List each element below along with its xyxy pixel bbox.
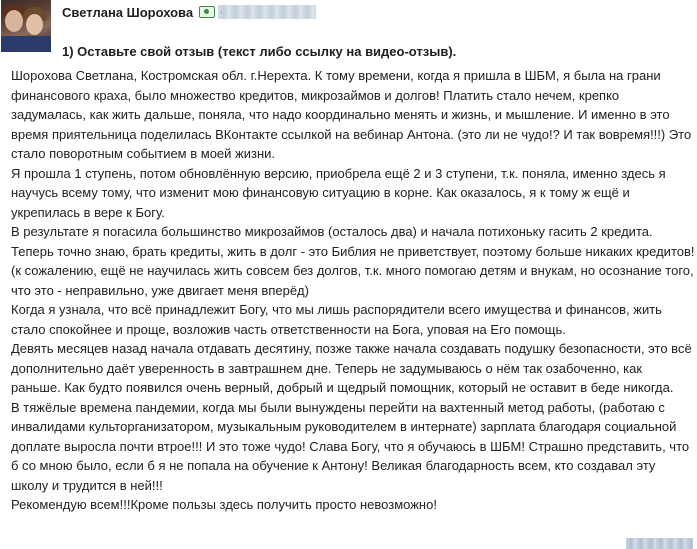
review-paragraph: Когда я узнала, что всё принадлежит Богу, что мы лишь распорядители всего имущества и финансов, жить стало спокойнее и проще, возложив часть ответственности на Бога, уповая на Его помощь. (11, 302, 662, 337)
blurred-redaction (218, 5, 316, 19)
review-paragraph: Шорохова Светлана, Костромская обл. г.Нерехта. К тому времени, когда я пришла в ШБМ, я была на грани финансового краха, было множество кредитов, микрозаймов и долгов! Платить стало нечем, крепко задумалась, как жить дальше, поняла, что надо координально менять и жизнь, и мышление. И именно в это время приятельница поделилась ВКонтакте ссылкой на вебинар Антона. (это ли не чудо!? И так вовремя!!!) Это стало поворотным событием в моей жизни. (11, 68, 692, 161)
avatar-face-left (5, 10, 23, 32)
review-paragraph: Девять месяцев назад начала отдавать десятину, позже также начала создавать подушку безопасности, это всё дополнительно даёт уверенность в завтрашнем дне. Теперь не задумываюсь о нём так озабоченно, как раньше. Как будто появился очень верный, добрый и щедрый помощник, который не оставит в беде никогда. (11, 341, 692, 395)
money-badge-icon (199, 6, 215, 18)
review-paragraph: Я прошла 1 ступень, потом обновлённую версию, приобрела ещё 2 и 3 ступени, т.к. поняла, именно здесь я научусь всему тому, что изменит мою финансовую ситуацию в корне. Как оказалось, я к тому ж ещё и укрепилась в вере к Богу. (11, 165, 666, 220)
review-paragraph: Рекомендую всем!!!Кроме пользы здесь получить просто невозможно! (11, 497, 437, 512)
blurred-redaction-corner (626, 538, 693, 549)
question-heading: 1) Оставьте свой отзыв (текст либо ссылку на видео-отзыв). (62, 44, 457, 59)
review-text (11, 66, 695, 515)
avatar[interactable] (1, 0, 51, 52)
avatar-face-right (26, 14, 43, 35)
author-header (62, 3, 223, 21)
avatar-clothing (1, 36, 51, 52)
author-name[interactable]: Светлана Шорохова (62, 4, 194, 20)
review-paragraph: В тяжёлые времена пандемии, когда мы были вынуждены перейти на вахтенный метод работы, (работаю с инвалидами культорганизатором, музыкальным руководителем в интернате) зарплата благодаря социальной доплате выросла почти втрое!!! И это тоже чудо! Слава Богу, что я обучаюсь в ШБМ! Страшно представить, что б со мною было, если б я не попала на обучение к Антону! Великая благодарность всем, кто создавал эту школу и трудится в ней!!! (11, 399, 690, 493)
review-paragraph: В результате я погасила большинство микрозаймов (осталось два) и начала потихоньку гасить 2 кредита. Теперь точно знаю, брать кредиты, жить в долг - это Библия не приветствует, поэтому больше никаких кредитов! (к сожалению, ещё не научилась жить совсем без долгов, т.к. много помогаю детям и внукам, но осознание того, что это - неправильно, уже двигает меня вперёд) (11, 224, 695, 298)
